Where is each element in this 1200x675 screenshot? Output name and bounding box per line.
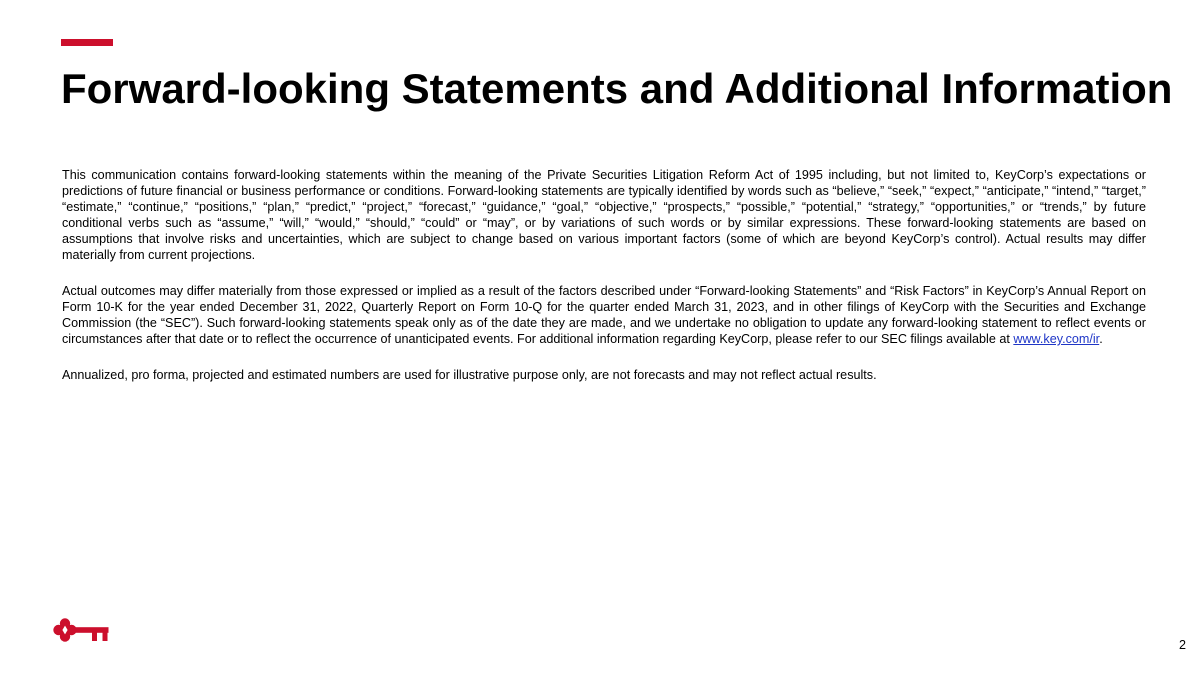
page-title: Forward-looking Statements and Additional Information xyxy=(61,65,1173,112)
disclaimer-paragraph-1: This communication contains forward-looking statements within the meaning of the Private Securities Litigation Reform Act of 1995 including, but not limited to, KeyCorp’s expectations or predictions of future financial or business performance or conditions. Forward-looking statements are typically identified by words such as “believe,” “seek,” “expect,” “anticipate,” “intend,” “target,” “estimate,” “continue,” “positions,” “plan,” “predict,” “project,” “forecast,” “guidance,” “goal,” “objective,” “prospects,” “possible,” “potential,” “strategy,” “opportunities,” or “trends,” by future conditional verbs such as “assume,” “will,” “would,” “should,” “could” or “may”, or by variations of such words or by similar expressions. These forward-looking statements are based on assumptions that involve risks and uncertainties, which are subject to change based on various important factors (some of which are beyond KeyCorp’s control). Actual results may differ materially from current projections. xyxy=(62,168,1146,262)
disclaimer-paragraph-2-text: Actual outcomes may differ materially from those expressed or implied as a result of the factors described under “Forward-looking Statements” and “Risk Factors” in KeyCorp’s Annual Report on Form 10-K for the year ended December 31, 2022, Quarterly Report on Form 10-Q for the quarter ended March 31, 2023, and in other filings of KeyCorp with the Securities and Exchange Commission (the “SEC”). Such forward-looking statements speak only as of the date they are made, and we undertake no obligation to update any forward-looking statement to reflect events or circumstances after that date or to reflect the occurrence of unanticipated events. For additional information regarding KeyCorp, please refer to our SEC filings available at xyxy=(62,284,1146,346)
disclaimer-paragraph-2-end: . xyxy=(1099,332,1103,346)
title-accent-bar xyxy=(61,39,113,46)
disclaimer-body xyxy=(62,167,1146,383)
disclaimer-paragraph-2 xyxy=(62,283,1146,347)
page-number: 2 xyxy=(1178,638,1186,652)
key-logo-icon xyxy=(52,617,110,647)
disclaimer-paragraph-3: Annualized, pro forma, projected and estimated numbers are used for illustrative purpose only, are not forecasts and may not reflect actual results. xyxy=(62,368,877,382)
investor-relations-link[interactable]: www.key.com/ir xyxy=(1013,332,1100,346)
